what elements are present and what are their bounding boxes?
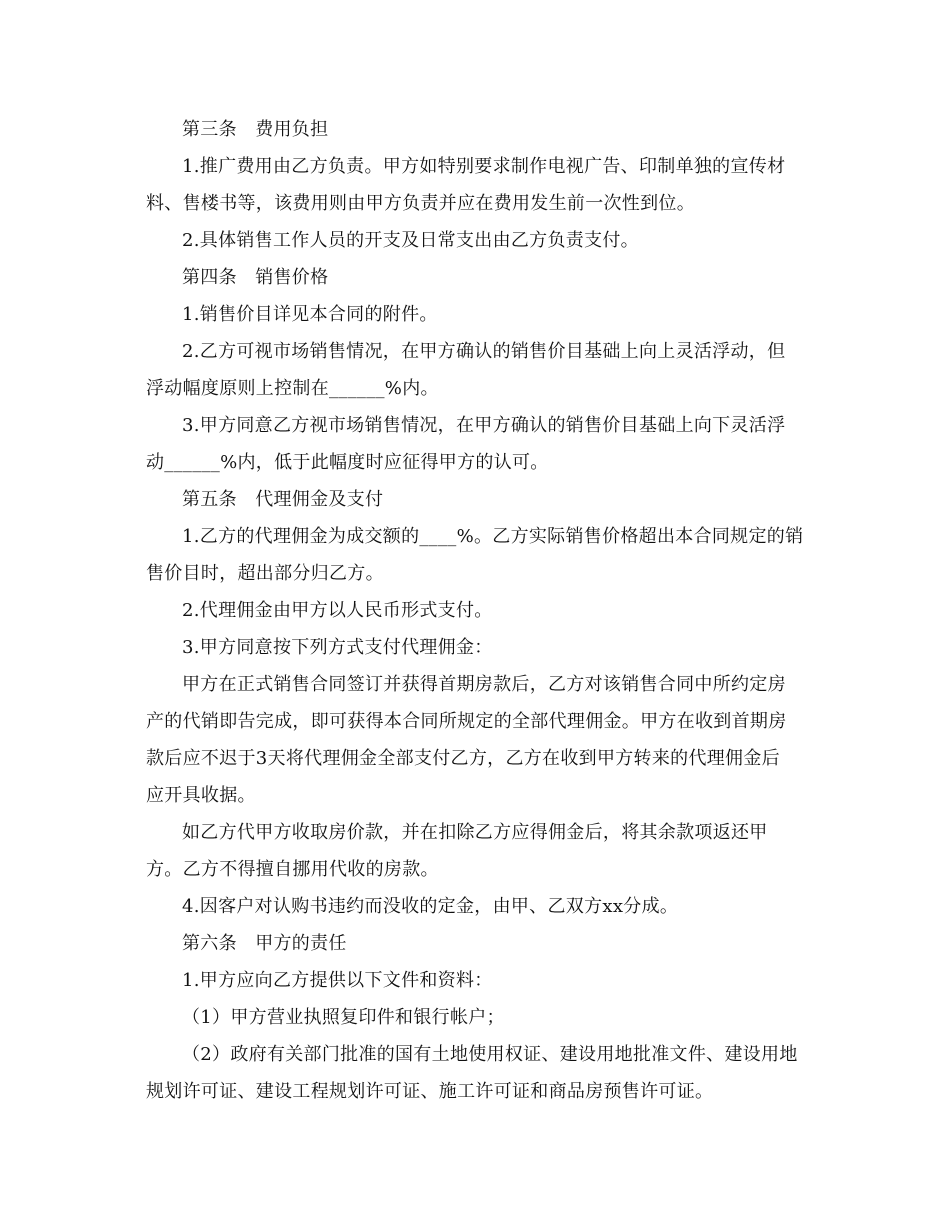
paragraph-line: 2.代理佣金由甲方以人民币形式支付。 — [182, 600, 493, 621]
list-item-line: （2）政府有关部门批准的国有土地使用权证、建设用地批准文件、建设用地 — [182, 1044, 798, 1065]
paragraph-line: 3.甲方同意乙方视市场销售情况，在甲方确认的销售价目基础上向下灵活浮 — [182, 415, 786, 436]
section-heading-article-4: 第四条 销售价格 — [182, 267, 329, 288]
paragraph-line: 售价目时，超出部分归乙方。 — [146, 563, 384, 584]
section-heading-article-6: 第六条 甲方的责任 — [182, 933, 347, 954]
paragraph-line: 1.甲方应向乙方提供以下文件和资料： — [182, 970, 493, 991]
list-item-line: 规划许可证、建设工程规划许可证、施工许可证和商品房预售许可证。 — [146, 1081, 714, 1102]
paragraph-line: 1.推广费用由乙方负责。甲方如特别要求制作电视广告、印制单独的宣传材 — [182, 156, 786, 177]
paragraph-line: 2.具体销售工作人员的开支及日常支出由乙方负责支付。 — [182, 230, 639, 251]
paragraph-line: 4.因客户对认购书违约而没收的定金，由甲、乙双方xx分成。 — [182, 896, 679, 917]
paragraph-line: 料、售楼书等，该费用则由甲方负责并应在费用发生前一次性到位。 — [146, 193, 695, 214]
paragraph-line: 3.甲方同意按下列方式支付代理佣金： — [182, 637, 493, 658]
paragraph-line: 浮动幅度原则上控制在______%内。 — [146, 378, 439, 399]
list-item-line: （1）甲方营业执照复印件和银行帐户； — [182, 1007, 505, 1028]
paragraph-line: 甲方在正式销售合同签订并获得首期房款后，乙方对该销售合同中所约定房 — [182, 674, 786, 695]
paragraph-line: 2.乙方可视市场销售情况，在甲方确认的销售价目基础上向上灵活浮动，但 — [182, 341, 786, 362]
paragraph-line: 方。乙方不得擅自挪用代收的房款。 — [146, 859, 439, 880]
paragraph-line: 如乙方代甲方收取房价款，并在扣除乙方应得佣金后，将其余款项返还甲 — [182, 822, 768, 843]
section-heading-article-3: 第三条 费用负担 — [182, 119, 329, 140]
paragraph-line: 款后应不迟于3天将代理佣金全部支付乙方，乙方在收到甲方转来的代理佣金后 — [146, 748, 780, 769]
paragraph-line: 产的代销即告完成，即可获得本合同所规定的全部代理佣金。甲方在收到首期房 — [146, 711, 787, 732]
paragraph-line: 1.销售价目详见本合同的附件。 — [182, 304, 438, 325]
section-heading-article-5: 第五条 代理佣金及支付 — [182, 489, 384, 510]
paragraph-line: 1.乙方的代理佣金为成交额的____%。乙方实际销售价格超出本合同规定的销 — [182, 526, 804, 547]
paragraph-line: 动______%内，低于此幅度时应征得甲方的认可。 — [146, 452, 549, 473]
paragraph-line: 应开具收据。 — [146, 785, 256, 806]
